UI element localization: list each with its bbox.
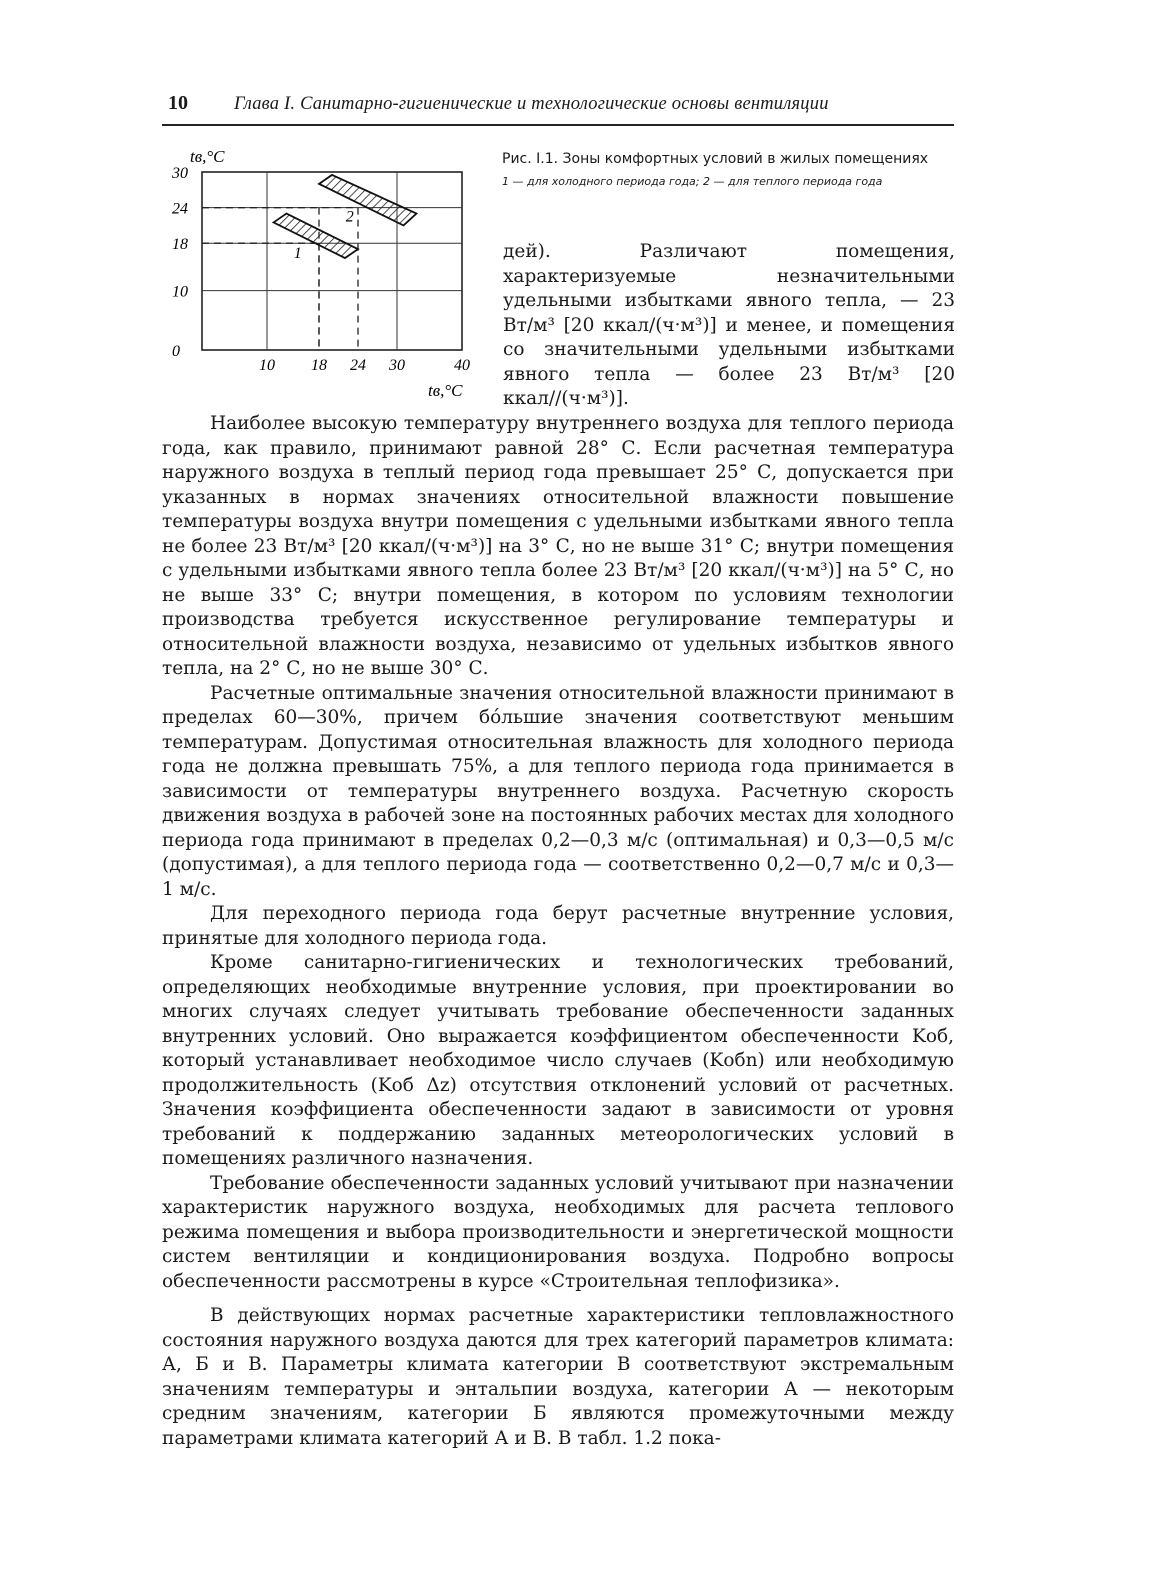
paragraph: В действующих нормах расчетные характеристики тепловлажностного состояния наружного воздуха даются для трех категорий параметров климата: А, Б и В. Параметры климата категории В соответствуют экстремальным значениям температуры и энтальпии воздуха, категории А — некоторым средним значениям, категории Б являются промежуточными между параметрами климата категорий А и В. В табл. 1.2 пока-	[162, 1305, 954, 1449]
comfort-zone-2	[319, 175, 417, 225]
zone-label: 2	[345, 208, 354, 226]
x-tick-label: 40	[454, 357, 470, 374]
chart-dashed-guides	[202, 208, 358, 350]
page-number: 10	[168, 92, 188, 114]
header-rule	[162, 124, 954, 126]
comfort-zone-figure	[160, 140, 500, 420]
zone-label: 1	[293, 244, 302, 262]
figure-caption	[502, 150, 954, 189]
x-tick-label: 18	[311, 357, 327, 374]
y-tick-label: 24	[172, 200, 188, 218]
chart-grid	[202, 172, 462, 350]
y-tick-label: 30	[172, 165, 188, 182]
x-tick-label: 24	[350, 357, 366, 374]
y-tick-label: 18	[172, 236, 188, 254]
paragraph: Наиболее высокую температуру внутреннего воздуха для теплого периода года, как правило, принимают равной 28° С. Если расчетная температура наружного воздуха в теплый период года превышает 25° С, допускается при указанных в нормах значениях относительной влажности повышение температуры воздуха внутри помещения с удельными избытками явного тепла не более 23 Вт/м³ [20 ккал/(ч·м³)] на 3° С, но не выше 31° С; внутри помещения с удельными избытками явного тепла более 23 Вт/м³ [20 ккал/(ч·м³)] на 5° С, но не выше 33° С; внутри помещения, в котором по условиям технологии производства требуется искусственное регулирование температуры и относительной влажности воздуха, независимо от удельных избытков явного тепла, на 2° С, но не выше 30° С.	[162, 413, 954, 679]
paragraph: Требование обеспеченности заданных условий учитывают при назначении характеристик наружного воздуха, необходимых для расчета теплового режима помещения и выбора производительности и энергетической мощности систем вентиляции и кондиционирования воздуха. Подробно вопросы обеспеченности рассмотрены в курсе «Строительная теплофизика».	[162, 1172, 954, 1292]
paragraph: Расчетные оптимальные значения относительной влажности принимают в пределах 60—30%, причем бо́льшие значения соответствуют меньшим температурам. Допустимая относительная влажность для холодного периода года не должна превышать 75%, а для теплого периода года принимается в зависимости от температуры внутреннего воздуха. Расчетную скорость движения воздуха в рабочей зоне на постоянных рабочих местах для холодного периода года принимают в пределах 0,2—0,3 м/с (оптимальная) и 0,3—0,5 м/с (допустимая), а для теплого периода года — соответственно 0,2—0,7 м/с и 0,3—1 м/с.	[162, 682, 954, 900]
paragraph: Для переходного периода года берут расчетные внутренние условия, принятые для холодного периода года.	[162, 903, 954, 949]
running-header	[168, 92, 956, 122]
x-tick-label: 10	[259, 357, 275, 374]
y-tick-label: 10	[172, 283, 188, 301]
y-axis-label: tв,°C	[190, 147, 225, 166]
caption-title: Рис. I.1. Зоны комфортных условий в жилых помещениях	[502, 151, 929, 167]
x-axis-label: tв,°C	[428, 381, 463, 400]
body-text	[162, 412, 954, 1451]
running-title: Глава I. Санитарно-гигиенические и технологические основы вентиляции	[234, 94, 829, 114]
chart-frame	[202, 172, 462, 350]
comfort-zone-chart	[160, 140, 500, 420]
paragraph: Кроме санитарно-гигиенических и технологических требований, определяющих необходимые внутренние условия, при проектировании во многих случаях следует учитывать требование обеспеченности заданных внутренних условий. Оно выражается коэффициентом обеспеченности Kоб, который устанавливает необходимое число случаев (Kобn) или необходимую продолжительность (Kоб Δz) отсутствия отклонений условий от расчетных. Значения коэффициента обеспеченности задают в зависимости от уровня требований к поддержанию заданных метеорологических условий в помещениях различного назначения.	[162, 952, 954, 1169]
chart-zones	[274, 175, 417, 262]
y-tick-label: 0	[172, 343, 180, 360]
caption-legend: 1 — для холодного периода года; 2 — для теплого периода года	[502, 175, 883, 188]
chart-tick-labels	[171, 165, 470, 374]
x-tick-label: 30	[389, 357, 405, 374]
paragraph-continuation: дей). Различают помещения, характеризуемые незначительными удельными избытками явного тепла, — 23 Вт/м³ [20 ккал/(ч·м³)] и менее, и помещения со значительными удельными избытками явного тепла — более 23 Вт/м³ [20 ккал//(ч·м³)].	[503, 241, 955, 409]
wrapped-paragraph	[503, 240, 955, 412]
